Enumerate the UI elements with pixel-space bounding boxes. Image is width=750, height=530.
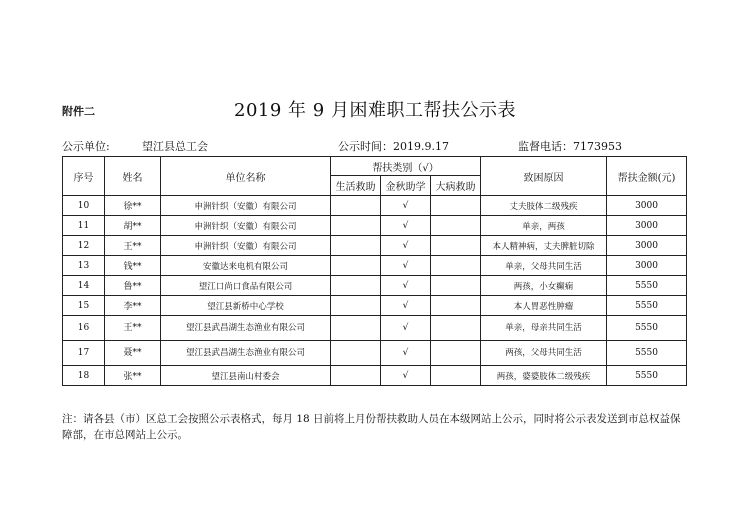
aid-table: [62, 156, 687, 386]
cell-name: 聂**: [105, 341, 161, 366]
cell-seq: 17: [63, 341, 105, 366]
cell-seq: 13: [63, 256, 105, 276]
cell-reason: 两孩，婆婆肢体二级残疾: [481, 366, 607, 386]
cell-amount: 5550: [607, 366, 687, 386]
supervision-phone: 监督电话：7173953: [518, 140, 622, 153]
table-row: [63, 216, 687, 236]
cell-edu: √: [381, 196, 431, 216]
cell-reason: 两孩，小女癫痫: [481, 276, 607, 296]
cell-unit: 望江县武昌湖生态渔业有限公司: [161, 316, 331, 341]
header-cat-ill: 大病救助: [431, 176, 481, 196]
cell-name: 王**: [105, 236, 161, 256]
cell-life: [331, 216, 381, 236]
table-row: [63, 256, 687, 276]
cell-reason: 本人胃恶性肿瘤: [481, 296, 607, 316]
cell-amount: 3000: [607, 196, 687, 216]
cell-name: 胡**: [105, 216, 161, 236]
page-title: 2019 年 9 月困难职工帮扶公示表: [234, 100, 516, 121]
table-row: [63, 196, 687, 216]
cell-edu: √: [381, 316, 431, 341]
cell-life: [331, 366, 381, 386]
cell-unit: 申洲针织（安徽）有限公司: [161, 236, 331, 256]
table-row: [63, 236, 687, 256]
cell-ill: [431, 341, 481, 366]
cell-ill: [431, 366, 481, 386]
cell-reason: 单亲，父母共同生活: [481, 256, 607, 276]
cell-seq: 12: [63, 236, 105, 256]
cell-name: 鲁**: [105, 276, 161, 296]
cell-edu: √: [381, 366, 431, 386]
attachment-label: 附件二: [62, 105, 95, 118]
cell-ill: [431, 216, 481, 236]
cell-seq: 14: [63, 276, 105, 296]
cell-edu: √: [381, 236, 431, 256]
header-cat-edu: 金秋助学: [381, 176, 431, 196]
cell-life: [331, 316, 381, 341]
cell-ill: [431, 296, 481, 316]
header-reason: 致困原因: [481, 157, 607, 196]
cell-amount: 3000: [607, 256, 687, 276]
cell-ill: [431, 256, 481, 276]
cell-name: 李**: [105, 296, 161, 316]
cell-edu: √: [381, 276, 431, 296]
cell-unit: 申洲针织（安徽）有限公司: [161, 196, 331, 216]
cell-life: [331, 341, 381, 366]
cell-amount: 5550: [607, 296, 687, 316]
unit-label: 公示单位:: [62, 140, 110, 153]
cell-reason: 两孩，父母共同生活: [481, 341, 607, 366]
header-cat-life: 生活救助: [331, 176, 381, 196]
cell-ill: [431, 276, 481, 296]
cell-name: 王**: [105, 316, 161, 341]
cell-amount: 5550: [607, 276, 687, 296]
table-row: [63, 341, 687, 366]
unit-value: 望江县总工会: [142, 140, 208, 153]
table-row: [63, 316, 687, 341]
cell-unit: 安徽达来电机有限公司: [161, 256, 331, 276]
cell-unit: 申洲针织（安徽）有限公司: [161, 216, 331, 236]
cell-unit: 望江县南山村委会: [161, 366, 331, 386]
cell-seq: 15: [63, 296, 105, 316]
cell-seq: 18: [63, 366, 105, 386]
header-amount: 帮扶金额(元): [607, 157, 687, 196]
cell-seq: 10: [63, 196, 105, 216]
cell-name: 徐**: [105, 196, 161, 216]
header-name: 姓名: [105, 157, 161, 196]
cell-seq: 16: [63, 316, 105, 341]
cell-amount: 5550: [607, 341, 687, 366]
cell-unit: 望江县新桥中心学校: [161, 296, 331, 316]
cell-life: [331, 276, 381, 296]
cell-ill: [431, 196, 481, 216]
cell-ill: [431, 316, 481, 341]
cell-life: [331, 196, 381, 216]
header-unit: 单位名称: [161, 157, 331, 196]
cell-unit: 望江口尚口食品有限公司: [161, 276, 331, 296]
cell-unit: 望江县武昌湖生态渔业有限公司: [161, 341, 331, 366]
cell-amount: 3000: [607, 216, 687, 236]
table-row: [63, 296, 687, 316]
cell-name: 张**: [105, 366, 161, 386]
cell-reason: 单亲，两孩: [481, 216, 607, 236]
table-row: [63, 366, 687, 386]
cell-life: [331, 236, 381, 256]
cell-edu: √: [381, 296, 431, 316]
cell-reason: 丈夫肢体二级残疾: [481, 196, 607, 216]
cell-reason: 本人精神病，丈夫脾脏切除: [481, 236, 607, 256]
header-category: 帮扶类别（√）: [331, 157, 481, 176]
cell-reason: 单亲，母亲共同生活: [481, 316, 607, 341]
cell-name: 钱**: [105, 256, 161, 276]
cell-edu: √: [381, 256, 431, 276]
footnote: 注：请各县（市）区总工会按照公示表格式，每月 18 日前将上月份帮扶救助人员在本级网站上公示，同时将公示表发送到市总权益保障部，在市总网站上公示。: [62, 413, 681, 441]
cell-amount: 5550: [607, 316, 687, 341]
cell-edu: √: [381, 216, 431, 236]
cell-ill: [431, 236, 481, 256]
publish-time: 公示时间：2019.9.17: [338, 140, 449, 153]
table-row: [63, 276, 687, 296]
cell-amount: 3000: [607, 236, 687, 256]
cell-seq: 11: [63, 216, 105, 236]
header-seq: 序号: [63, 157, 105, 196]
cell-life: [331, 296, 381, 316]
table-header-row: [63, 157, 687, 176]
cell-edu: √: [381, 341, 431, 366]
cell-life: [331, 256, 381, 276]
